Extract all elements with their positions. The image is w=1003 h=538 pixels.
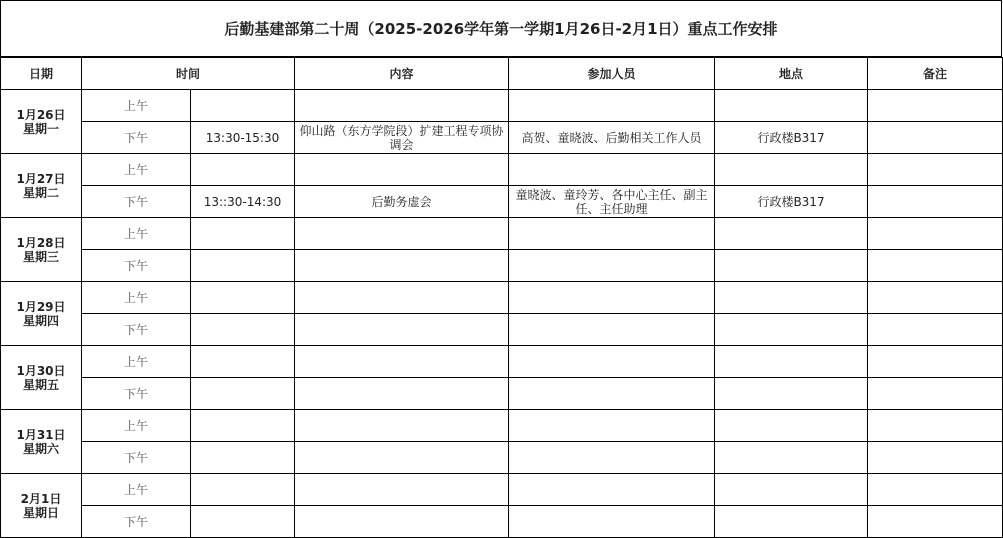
cell-remarks bbox=[868, 90, 1003, 122]
table-row bbox=[1, 314, 1003, 346]
table-row bbox=[1, 378, 1003, 410]
day-weekday: 星期四 bbox=[22, 313, 59, 328]
cell-remarks bbox=[868, 442, 1003, 474]
day-cell bbox=[1, 90, 82, 154]
slot-label: 上午 bbox=[82, 410, 191, 442]
day-weekday: 星期六 bbox=[22, 441, 59, 456]
cell-content bbox=[295, 218, 509, 250]
cell-remarks bbox=[868, 378, 1003, 410]
cell-participants bbox=[509, 410, 715, 442]
cell-location bbox=[715, 410, 868, 442]
table-row bbox=[1, 122, 1003, 154]
header-participants: 参加人员 bbox=[509, 58, 715, 90]
slot-label: 上午 bbox=[82, 218, 191, 250]
day-cell bbox=[1, 154, 82, 218]
cell-remarks bbox=[868, 282, 1003, 314]
slot-label: 下午 bbox=[82, 378, 191, 410]
cell-location bbox=[715, 250, 868, 282]
cell-content bbox=[295, 154, 509, 186]
slot-label: 上午 bbox=[82, 282, 191, 314]
header-time: 时间 bbox=[82, 58, 295, 90]
day-date: 1月29日 bbox=[16, 299, 66, 314]
slot-label: 下午 bbox=[82, 186, 191, 218]
cell-location bbox=[715, 314, 868, 346]
day-weekday: 星期五 bbox=[22, 377, 59, 392]
cell-time bbox=[191, 250, 295, 282]
table-row bbox=[1, 506, 1003, 538]
cell-content bbox=[295, 314, 509, 346]
table-row bbox=[1, 186, 1003, 218]
slot-label: 上午 bbox=[82, 154, 191, 186]
cell-participants bbox=[509, 346, 715, 378]
cell-remarks bbox=[868, 506, 1003, 538]
cell-remarks bbox=[868, 474, 1003, 506]
cell-participants bbox=[509, 90, 715, 122]
cell-location bbox=[715, 506, 868, 538]
day-weekday: 星期日 bbox=[22, 505, 59, 520]
cell-location bbox=[715, 474, 868, 506]
cell-time bbox=[191, 442, 295, 474]
cell-time bbox=[191, 506, 295, 538]
cell-remarks bbox=[868, 410, 1003, 442]
slot-label: 下午 bbox=[82, 314, 191, 346]
slot-label: 上午 bbox=[82, 90, 191, 122]
table-row bbox=[1, 410, 1003, 442]
cell-remarks bbox=[868, 346, 1003, 378]
cell-location: 行政楼B317 bbox=[715, 186, 868, 218]
cell-participants bbox=[509, 314, 715, 346]
cell-participants bbox=[509, 218, 715, 250]
day-weekday: 星期三 bbox=[22, 249, 59, 264]
cell-content bbox=[295, 506, 509, 538]
cell-location bbox=[715, 282, 868, 314]
table-row bbox=[1, 282, 1003, 314]
cell-participants bbox=[509, 282, 715, 314]
slot-label: 上午 bbox=[82, 346, 191, 378]
cell-remarks bbox=[868, 218, 1003, 250]
cell-location bbox=[715, 442, 868, 474]
schedule-table bbox=[0, 57, 1003, 538]
slot-label: 上午 bbox=[82, 474, 191, 506]
cell-content bbox=[295, 346, 509, 378]
cell-time bbox=[191, 154, 295, 186]
day-cell bbox=[1, 218, 82, 282]
cell-content: 仰山路（东方学院段）扩建工程专项协调会 bbox=[295, 122, 509, 154]
cell-location bbox=[715, 154, 868, 186]
day-date: 2月1日 bbox=[20, 491, 62, 506]
cell-time bbox=[191, 378, 295, 410]
table-row bbox=[1, 346, 1003, 378]
cell-content bbox=[295, 378, 509, 410]
cell-participants bbox=[509, 506, 715, 538]
cell-content bbox=[295, 410, 509, 442]
header-location: 地点 bbox=[715, 58, 868, 90]
table-row bbox=[1, 154, 1003, 186]
cell-time bbox=[191, 314, 295, 346]
slot-label: 下午 bbox=[82, 506, 191, 538]
slot-label: 下午 bbox=[82, 442, 191, 474]
cell-participants bbox=[509, 442, 715, 474]
cell-location bbox=[715, 378, 868, 410]
header-content: 内容 bbox=[295, 58, 509, 90]
cell-remarks bbox=[868, 314, 1003, 346]
day-cell bbox=[1, 474, 82, 538]
cell-time bbox=[191, 346, 295, 378]
table-row bbox=[1, 250, 1003, 282]
header-date: 日期 bbox=[1, 58, 82, 90]
table-row bbox=[1, 90, 1003, 122]
cell-participants: 童晓波、童玲芳、各中心主任、副主任、主任助理 bbox=[509, 186, 715, 218]
cell-remarks bbox=[868, 250, 1003, 282]
cell-remarks bbox=[868, 122, 1003, 154]
day-weekday: 星期一 bbox=[22, 121, 59, 136]
cell-time bbox=[191, 410, 295, 442]
day-date: 1月27日 bbox=[16, 171, 66, 186]
header-remarks: 备注 bbox=[868, 58, 1003, 90]
cell-location bbox=[715, 346, 868, 378]
day-cell bbox=[1, 410, 82, 474]
cell-location: 行政楼B317 bbox=[715, 122, 868, 154]
cell-content: 后勤务虚会 bbox=[295, 186, 509, 218]
cell-location bbox=[715, 90, 868, 122]
table-row bbox=[1, 218, 1003, 250]
day-date: 1月28日 bbox=[16, 235, 66, 250]
cell-time bbox=[191, 474, 295, 506]
slot-label: 下午 bbox=[82, 122, 191, 154]
cell-participants bbox=[509, 250, 715, 282]
cell-content bbox=[295, 90, 509, 122]
cell-time bbox=[191, 218, 295, 250]
cell-remarks bbox=[868, 154, 1003, 186]
table-row bbox=[1, 474, 1003, 506]
day-cell bbox=[1, 346, 82, 410]
cell-time bbox=[191, 90, 295, 122]
cell-time: 13::30-14:30 bbox=[191, 186, 295, 218]
day-date: 1月30日 bbox=[16, 363, 66, 378]
slot-label: 下午 bbox=[82, 250, 191, 282]
cell-content bbox=[295, 474, 509, 506]
page-title: 后勤基建部第二十周（2025-2026学年第一学期1月26日-2月1日）重点工作安排 bbox=[0, 0, 1002, 57]
cell-content bbox=[295, 282, 509, 314]
cell-content bbox=[295, 442, 509, 474]
cell-time: 13:30-15:30 bbox=[191, 122, 295, 154]
header-row bbox=[1, 58, 1003, 90]
cell-participants bbox=[509, 378, 715, 410]
cell-time bbox=[191, 282, 295, 314]
cell-participants bbox=[509, 474, 715, 506]
day-cell bbox=[1, 282, 82, 346]
day-weekday: 星期二 bbox=[22, 185, 59, 200]
cell-remarks bbox=[868, 186, 1003, 218]
cell-location bbox=[715, 218, 868, 250]
cell-participants bbox=[509, 154, 715, 186]
day-date: 1月31日 bbox=[16, 427, 66, 442]
day-date: 1月26日 bbox=[16, 107, 66, 122]
table-row bbox=[1, 442, 1003, 474]
cell-content bbox=[295, 250, 509, 282]
cell-participants: 高贺、童晓波、后勤相关工作人员 bbox=[509, 122, 715, 154]
